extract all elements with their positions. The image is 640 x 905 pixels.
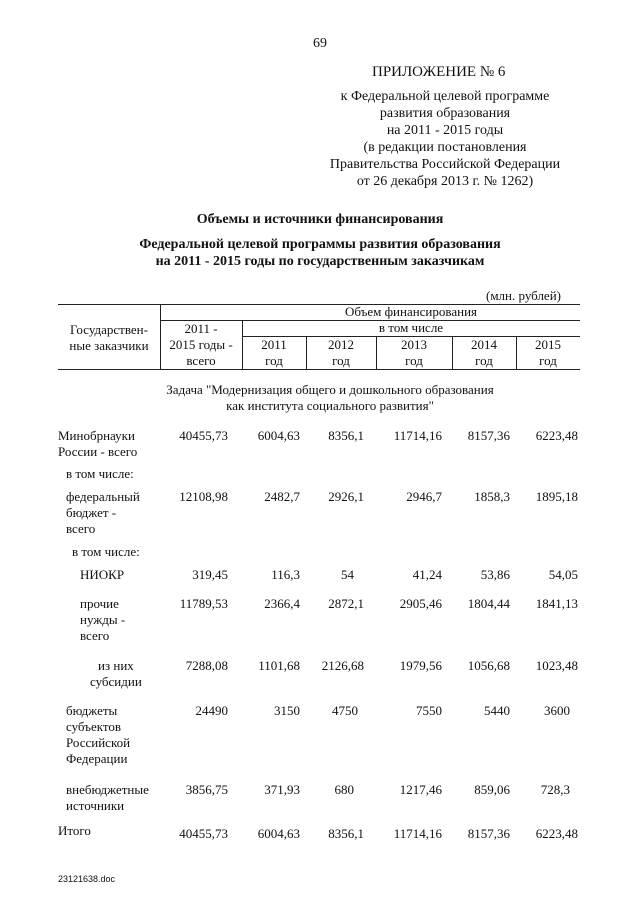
table-cell: 3600 [544,703,570,718]
table-cell: 319,45 [192,567,228,582]
appendix-line: развития образования [379,106,511,121]
table-cell: 2872,1 [328,596,364,611]
table-cell: 1858,3 [474,489,510,504]
table-cell: 11714,16 [393,428,442,443]
table-cell: 8356,1 [328,826,364,841]
table-cell: 371,93 [264,782,300,797]
header-year-2011: 2011 год [261,337,287,368]
header-year-2014: 2014 год [471,337,497,368]
header-volume: Объем финансирования [344,304,478,319]
table-cell: 859,06 [474,782,510,797]
table-cell: 41,24 [412,567,442,582]
file-name: 23121638.doc [58,874,116,884]
table-cell: 11714,16 [393,826,442,841]
table-cell: 1101,68 [258,658,300,673]
row-label: из них субсидии [90,658,142,689]
header-customers: Государствен- ные заказчики [69,322,149,353]
appendix-line: (в редакции постановления [363,140,527,155]
appendix-line: Правительства Российской Федерации [329,157,561,172]
table-cell: 1979,56 [399,658,442,673]
row-label: внебюджетные источники [66,782,149,813]
table-cell: 40455,73 [179,428,228,443]
table-cell: 2482,7 [264,489,300,504]
table-cell: 2366,4 [264,596,300,611]
row-label: в том числе: [72,544,140,559]
document-subheading [60,236,580,270]
page-number: 69 [313,36,327,51]
row-label: в том числе: [66,466,134,481]
row-label: бюджеты субъектов Российской Федерации [66,703,131,766]
row-label: прочие нужды - всего [80,596,126,643]
header-year-2013: 2013 год [401,337,427,368]
table-cell: 2946,7 [406,489,442,504]
table-cell: 5440 [484,703,510,718]
table-cell: 8157,36 [467,428,510,443]
table-cell: 2126,68 [321,658,364,673]
header-total: 2011 - 2015 годы - всего [169,321,233,368]
header-year-2012: 2012 год [328,337,354,368]
table-cell: 4750 [332,703,358,718]
table-cell: 728,3 [540,782,570,797]
table-cell: 1217,46 [399,782,442,797]
table-cell: 8356,1 [328,428,364,443]
appendix-title: ПРИЛОЖЕНИЕ № 6 [372,64,506,80]
table-cell: 54,05 [548,567,578,582]
table-cell: 53,86 [480,567,510,582]
table-cell: 3150 [274,703,300,718]
task-title: Задача "Модернизация общего и дошкольного образования как института социального развития" [166,382,494,413]
appendix-subtitle [300,88,590,190]
appendix-line: к Федеральной целевой программе [340,89,550,104]
table-cell: 54 [341,567,354,582]
table-cell: 116,3 [271,567,300,582]
document-heading: Объемы и источники финансирования [196,212,444,227]
row-label: Минобрнауки России - всего [58,428,138,459]
appendix-line: на 2011 - 2015 годы [386,123,504,138]
table-cell: 2926,1 [328,489,364,504]
row-label: федеральный бюджет - всего [66,489,140,536]
table-cell: 8157,36 [467,826,510,841]
table-cell: 1841,13 [535,596,578,611]
table-cell: 24490 [195,703,228,718]
table-cell: 1804,44 [467,596,510,611]
header-year-2015: 2015 год [535,337,561,368]
row-label: НИОКР [80,567,125,582]
table-cell: 2905,46 [399,596,442,611]
table-cell: 1895,18 [535,489,578,504]
row-label: Итого [58,823,91,838]
table-cell: 7288,08 [185,658,228,673]
subheading-line: Федеральной целевой программы развития образования [139,237,501,252]
units-label: (млн. рублей) [486,288,561,303]
table-cell: 6223,48 [535,428,578,443]
table-cell: 12108,98 [179,489,228,504]
table-cell: 7550 [416,703,442,718]
appendix-line: от 26 декабря 2013 г. № 1262) [356,174,534,189]
subheading-line: на 2011 - 2015 годы по государственным заказчикам [155,254,485,269]
table-cell: 6004,63 [257,428,300,443]
table-cell: 6004,63 [257,826,300,841]
table-cell: 40455,73 [179,826,228,841]
table-cell: 680 [334,782,354,797]
table-cell: 1023,48 [535,658,578,673]
table-cell: 3856,75 [185,782,228,797]
header-including: в том числе [378,320,444,335]
table-cell: 6223,48 [535,826,578,841]
table-cell: 1056,68 [467,658,510,673]
header-rule [58,369,580,370]
table-cell: 11789,53 [179,596,228,611]
